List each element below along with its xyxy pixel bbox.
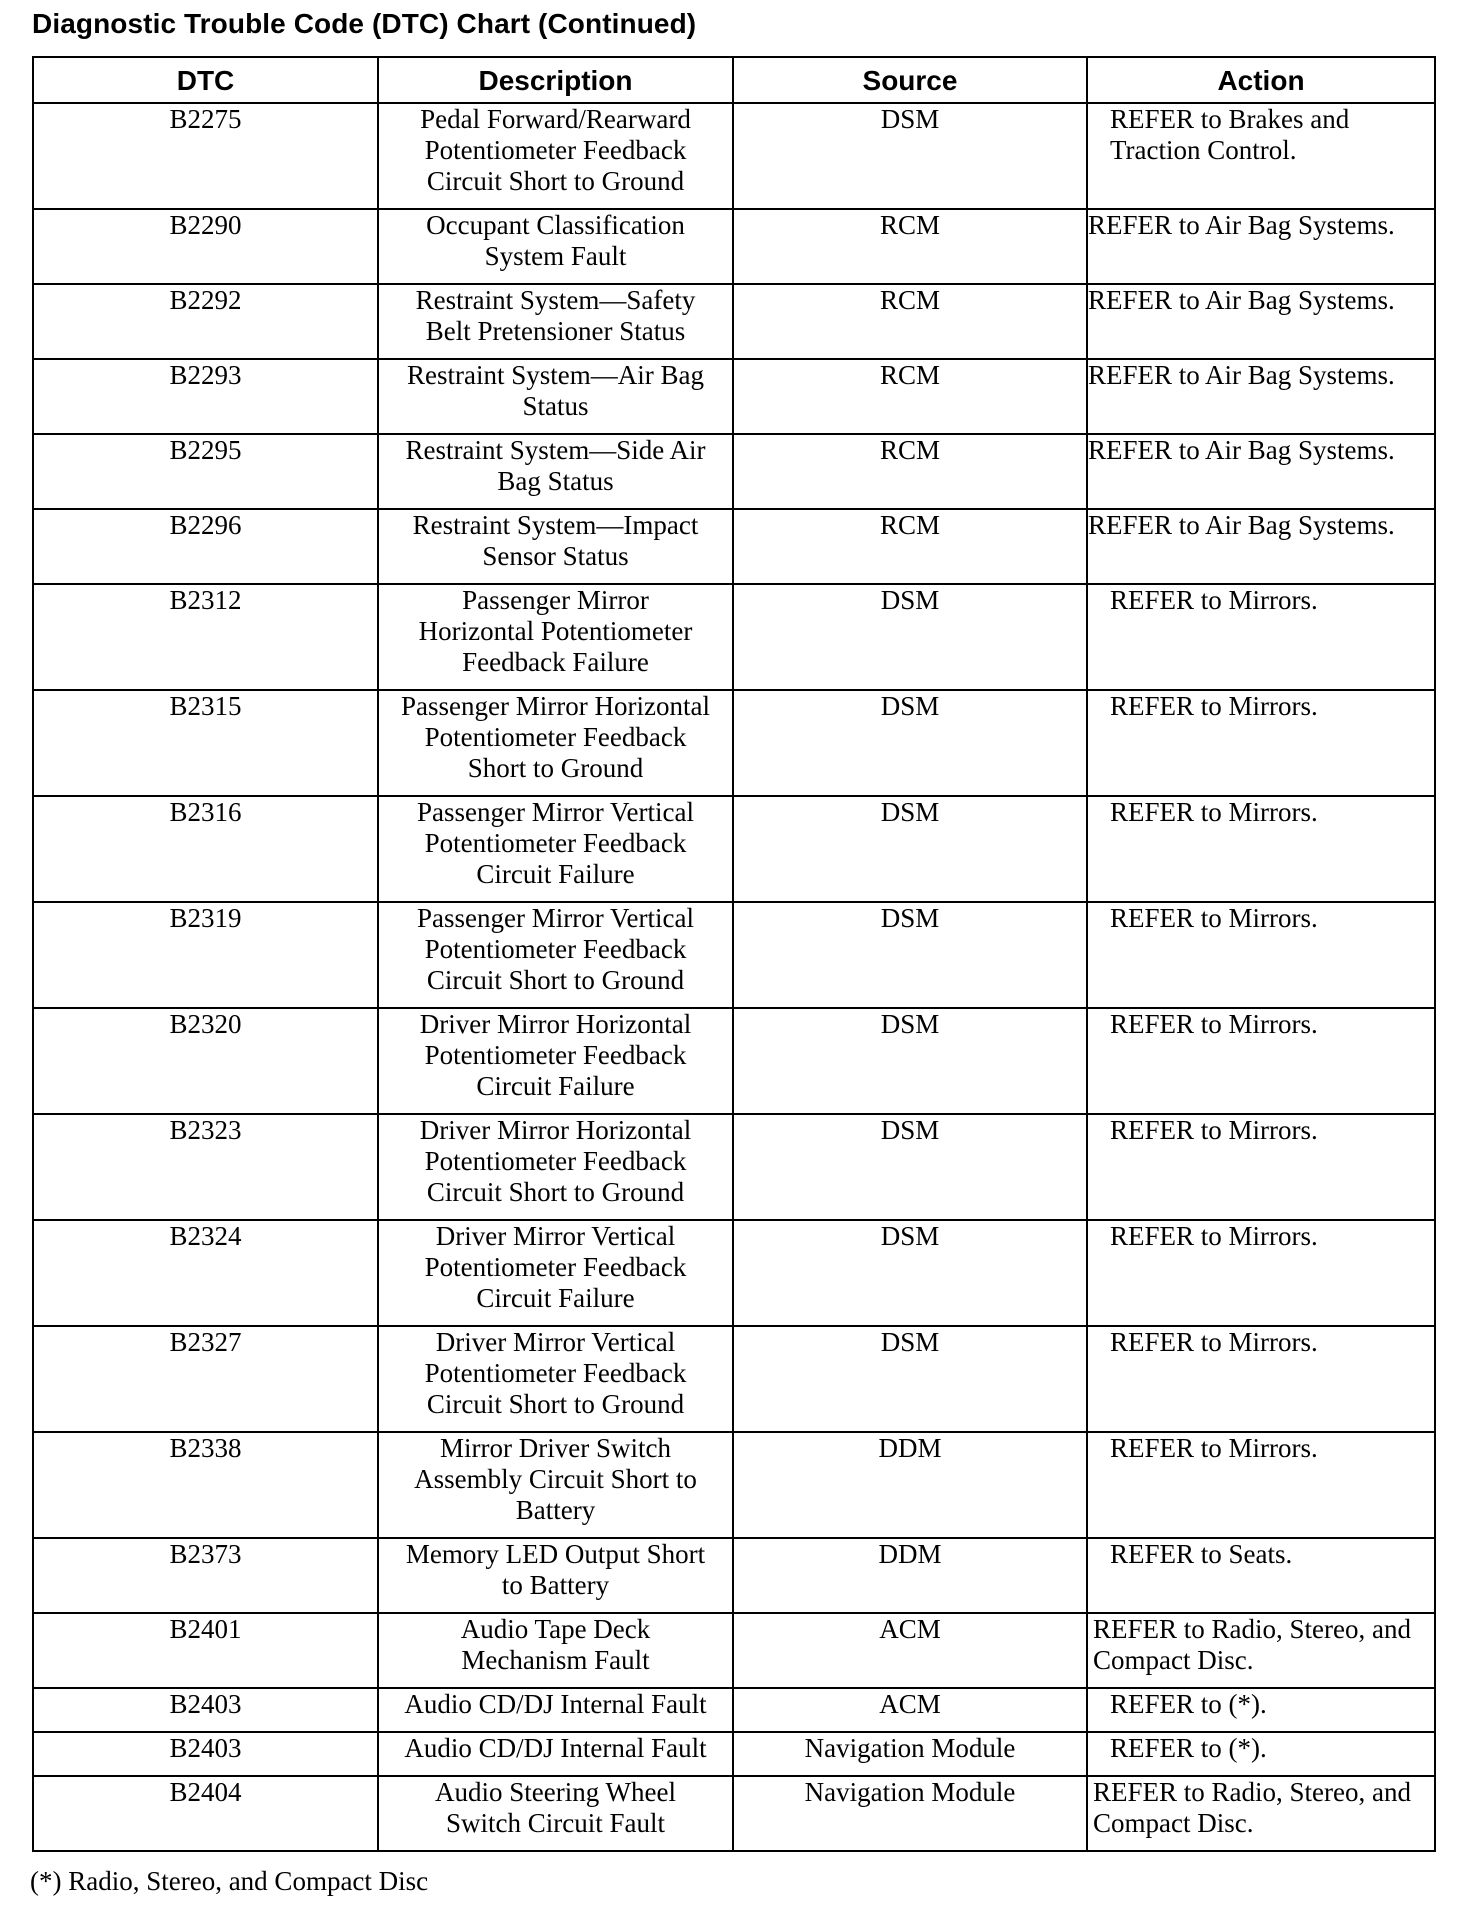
action-cell: REFER to Air Bag Systems. bbox=[1087, 434, 1435, 509]
description-cell: Restraint System—Impact Sensor Status bbox=[378, 509, 733, 584]
source-cell: DSM bbox=[733, 796, 1087, 902]
action-cell: REFER to Mirrors. bbox=[1087, 1114, 1435, 1220]
column-header-description: Description bbox=[378, 57, 733, 103]
source-cell: ACM bbox=[733, 1688, 1087, 1732]
table-row bbox=[33, 209, 1435, 284]
table-row bbox=[33, 1776, 1435, 1851]
dtc-cell: B2324 bbox=[33, 1220, 378, 1326]
table-row bbox=[33, 1008, 1435, 1114]
action-cell: REFER to Mirrors. bbox=[1087, 1220, 1435, 1326]
description-cell: Audio Steering Wheel Switch Circuit Fault bbox=[378, 1776, 733, 1851]
source-cell: RCM bbox=[733, 284, 1087, 359]
description-cell: Passenger Mirror Horizontal Potentiometer Feedback Failure bbox=[378, 584, 733, 690]
description-cell: Passenger Mirror Vertical Potentiometer Feedback Circuit Failure bbox=[378, 796, 733, 902]
action-cell: REFER to Seats. bbox=[1087, 1538, 1435, 1613]
table-row bbox=[33, 509, 1435, 584]
dtc-cell: B2312 bbox=[33, 584, 378, 690]
description-cell: Passenger Mirror Vertical Potentiometer Feedback Circuit Short to Ground bbox=[378, 902, 733, 1008]
dtc-cell: B2290 bbox=[33, 209, 378, 284]
action-cell: REFER to Radio, Stereo, and Compact Disc. bbox=[1087, 1613, 1435, 1688]
action-cell: REFER to Air Bag Systems. bbox=[1087, 509, 1435, 584]
source-cell: RCM bbox=[733, 509, 1087, 584]
table-row bbox=[33, 1220, 1435, 1326]
dtc-cell: B2319 bbox=[33, 902, 378, 1008]
table-row bbox=[33, 1613, 1435, 1688]
description-cell: Passenger Mirror Horizontal Potentiometer Feedback Short to Ground bbox=[378, 690, 733, 796]
dtc-cell: B2404 bbox=[33, 1776, 378, 1851]
description-cell: Restraint System—Safety Belt Pretensioner Status bbox=[378, 284, 733, 359]
table-row bbox=[33, 1732, 1435, 1776]
dtc-cell: B2315 bbox=[33, 690, 378, 796]
table-row bbox=[33, 1538, 1435, 1613]
action-cell: REFER to Brakes and Traction Control. bbox=[1087, 103, 1435, 209]
dtc-cell: B2403 bbox=[33, 1732, 378, 1776]
action-cell: REFER to Radio, Stereo, and Compact Disc. bbox=[1087, 1776, 1435, 1851]
column-header-action: Action bbox=[1087, 57, 1435, 103]
description-cell: Occupant Classification System Fault bbox=[378, 209, 733, 284]
dtc-table bbox=[32, 56, 1436, 1852]
action-cell: REFER to (*). bbox=[1087, 1688, 1435, 1732]
source-cell: DSM bbox=[733, 1220, 1087, 1326]
source-cell: Navigation Module bbox=[733, 1776, 1087, 1851]
description-cell: Driver Mirror Horizontal Potentiometer Feedback Circuit Short to Ground bbox=[378, 1114, 733, 1220]
source-cell: Navigation Module bbox=[733, 1732, 1087, 1776]
table-row bbox=[33, 690, 1435, 796]
description-cell: Restraint System—Side Air Bag Status bbox=[378, 434, 733, 509]
description-cell: Audio CD/DJ Internal Fault bbox=[378, 1688, 733, 1732]
dtc-cell: B2292 bbox=[33, 284, 378, 359]
table-row bbox=[33, 1432, 1435, 1538]
column-header-dtc: DTC bbox=[33, 57, 378, 103]
description-cell: Mirror Driver Switch Assembly Circuit Short to Battery bbox=[378, 1432, 733, 1538]
table-row bbox=[33, 359, 1435, 434]
dtc-cell: B2373 bbox=[33, 1538, 378, 1613]
column-header-source: Source bbox=[733, 57, 1087, 103]
source-cell: DSM bbox=[733, 1114, 1087, 1220]
source-cell: DSM bbox=[733, 584, 1087, 690]
dtc-cell: B2275 bbox=[33, 103, 378, 209]
dtc-cell: B2323 bbox=[33, 1114, 378, 1220]
source-cell: RCM bbox=[733, 434, 1087, 509]
source-cell: DSM bbox=[733, 103, 1087, 209]
description-cell: Audio CD/DJ Internal Fault bbox=[378, 1732, 733, 1776]
dtc-cell: B2327 bbox=[33, 1326, 378, 1432]
description-cell: Driver Mirror Vertical Potentiometer Feedback Circuit Short to Ground bbox=[378, 1326, 733, 1432]
source-cell: DDM bbox=[733, 1538, 1087, 1613]
description-cell: Audio Tape Deck Mechanism Fault bbox=[378, 1613, 733, 1688]
table-row bbox=[33, 1326, 1435, 1432]
action-cell: REFER to Mirrors. bbox=[1087, 1432, 1435, 1538]
dtc-cell: B2401 bbox=[33, 1613, 378, 1688]
source-cell: DSM bbox=[733, 1008, 1087, 1114]
source-cell: RCM bbox=[733, 209, 1087, 284]
description-cell: Restraint System—Air Bag Status bbox=[378, 359, 733, 434]
dtc-cell: B2338 bbox=[33, 1432, 378, 1538]
table-row bbox=[33, 902, 1435, 1008]
dtc-cell: B2295 bbox=[33, 434, 378, 509]
footnote: (*) Radio, Stereo, and Compact Disc bbox=[30, 1866, 429, 1896]
table-row bbox=[33, 1114, 1435, 1220]
description-cell: Driver Mirror Horizontal Potentiometer Feedback Circuit Failure bbox=[378, 1008, 733, 1114]
action-cell: REFER to Mirrors. bbox=[1087, 690, 1435, 796]
table-row bbox=[33, 103, 1435, 209]
dtc-cell: B2320 bbox=[33, 1008, 378, 1114]
action-cell: REFER to Mirrors. bbox=[1087, 902, 1435, 1008]
table-row bbox=[33, 796, 1435, 902]
action-cell: REFER to Air Bag Systems. bbox=[1087, 359, 1435, 434]
table-row bbox=[33, 584, 1435, 690]
description-cell: Driver Mirror Vertical Potentiometer Feedback Circuit Failure bbox=[378, 1220, 733, 1326]
action-cell: REFER to Mirrors. bbox=[1087, 1326, 1435, 1432]
source-cell: DSM bbox=[733, 902, 1087, 1008]
action-cell: REFER to Air Bag Systems. bbox=[1087, 284, 1435, 359]
table-row bbox=[33, 284, 1435, 359]
source-cell: DDM bbox=[733, 1432, 1087, 1538]
table-row bbox=[33, 434, 1435, 509]
table-header-row bbox=[33, 57, 1435, 103]
action-cell: REFER to Mirrors. bbox=[1087, 1008, 1435, 1114]
page-title: Diagnostic Trouble Code (DTC) Chart (Continued) bbox=[32, 8, 697, 39]
table-row bbox=[33, 1688, 1435, 1732]
action-cell: REFER to (*). bbox=[1087, 1732, 1435, 1776]
description-cell: Memory LED Output Short to Battery bbox=[378, 1538, 733, 1613]
dtc-cell: B2296 bbox=[33, 509, 378, 584]
source-cell: RCM bbox=[733, 359, 1087, 434]
action-cell: REFER to Mirrors. bbox=[1087, 796, 1435, 902]
dtc-cell: B2316 bbox=[33, 796, 378, 902]
action-cell: REFER to Mirrors. bbox=[1087, 584, 1435, 690]
source-cell: DSM bbox=[733, 690, 1087, 796]
source-cell: ACM bbox=[733, 1613, 1087, 1688]
dtc-cell: B2293 bbox=[33, 359, 378, 434]
dtc-cell: B2403 bbox=[33, 1688, 378, 1732]
source-cell: DSM bbox=[733, 1326, 1087, 1432]
action-cell: REFER to Air Bag Systems. bbox=[1087, 209, 1435, 284]
description-cell: Pedal Forward/Rearward Potentiometer Feedback Circuit Short to Ground bbox=[378, 103, 733, 209]
